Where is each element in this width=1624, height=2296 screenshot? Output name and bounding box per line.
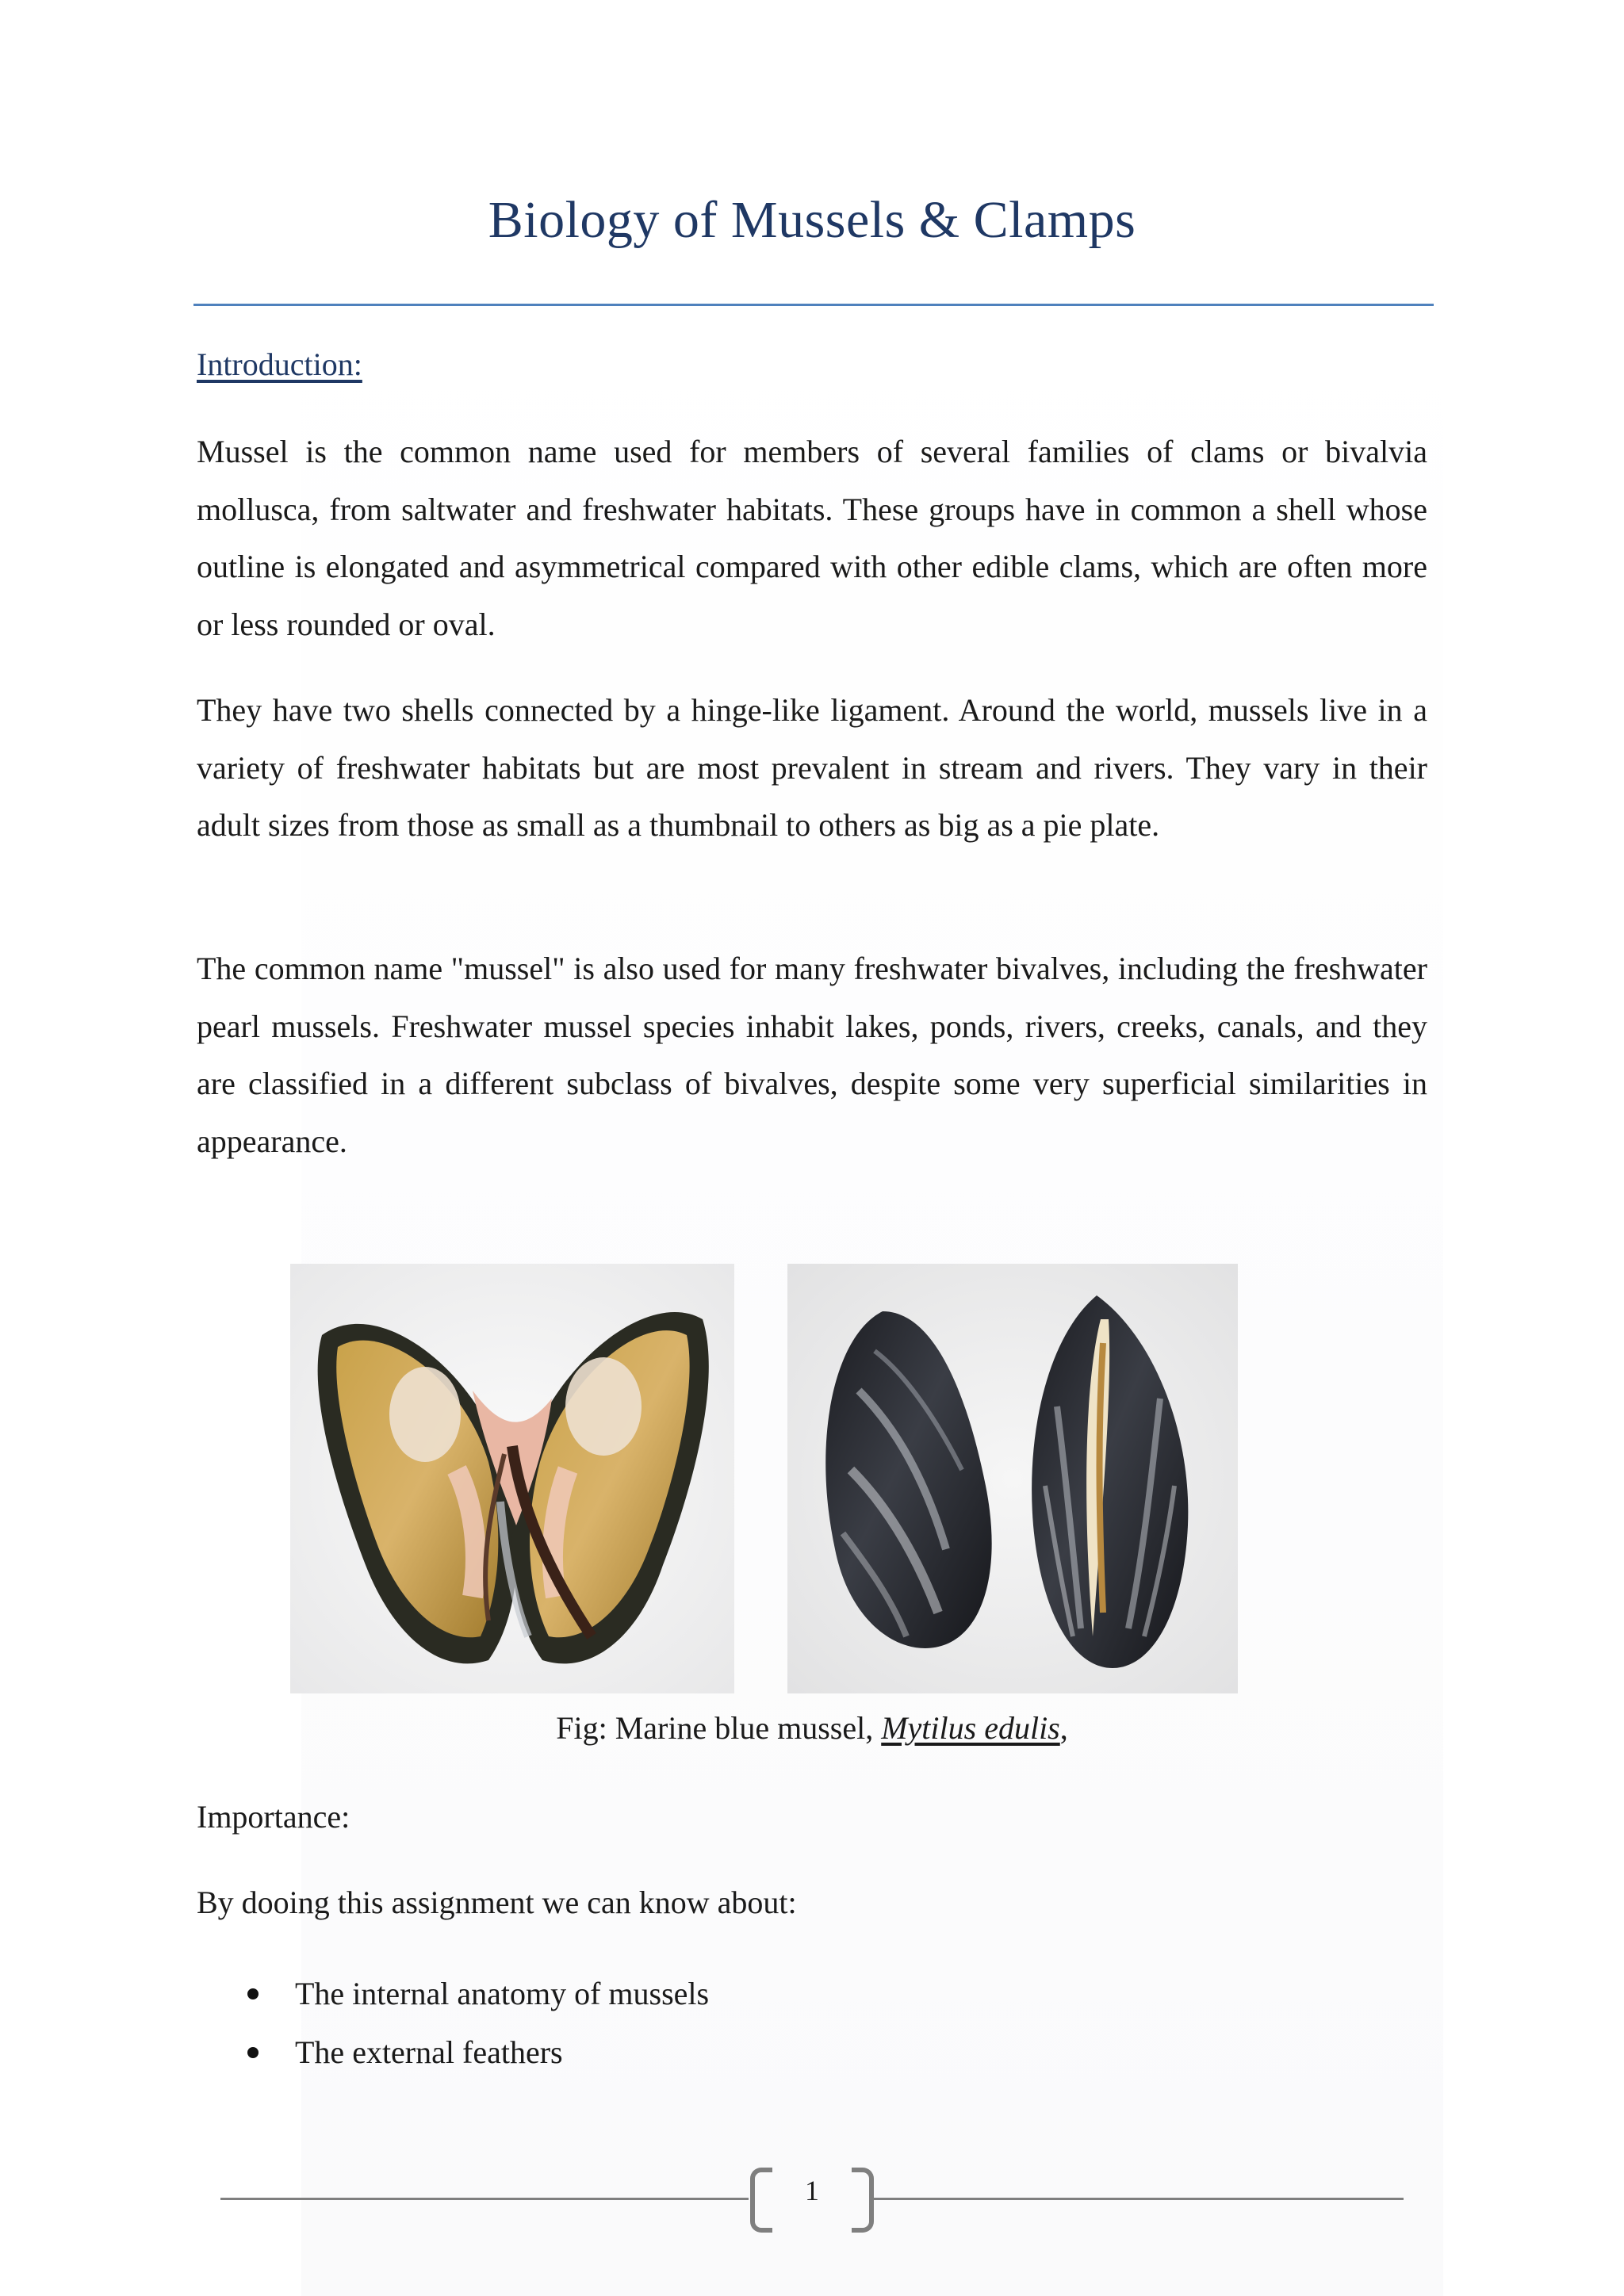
importance-intro: By dooing this assignment we can know about:	[197, 1885, 797, 1920]
bullet-icon	[247, 1988, 259, 1999]
document-title: Biology of Mussels & Clamps	[488, 191, 1136, 249]
figure-caption	[0, 1709, 1624, 1747]
page-number: 1	[805, 2175, 819, 2206]
intro-paragraph-1: Mussel is the common name used for members of several families of clams or bivalvia mollusca, from saltwater and freshwater habitats. These groups have in common a shell whose outline is elongated and asymmetrical compared with other edible clams, which are often more or less rounded or oval.	[197, 434, 1427, 642]
caption-species-link[interactable]: Mytilus edulis	[881, 1710, 1060, 1746]
title-divider	[193, 304, 1434, 306]
footer-rule-right	[874, 2198, 1404, 2200]
importance-list	[247, 1965, 709, 2082]
intro-paragraph-3: The common name "mussel" is also used for many freshwater bivalves, including the freshwater pearl mussels. Freshwater mussel species inhabit lakes, ponds, rivers, creeks, canals, and they are classified in a different subclass of bivalves, despite some very superficial similarities in appearance.	[197, 951, 1427, 1159]
open-mussel-illustration	[290, 1264, 734, 1693]
closed-mussels-photo	[787, 1264, 1238, 1693]
introduction-heading: Introduction:	[197, 346, 362, 382]
bullet-icon	[247, 2047, 259, 2058]
caption-suffix: ,	[1059, 1710, 1068, 1746]
caption-text: Fig: Marine blue mussel,	[556, 1710, 882, 1746]
list-item-text: The internal anatomy of mussels	[295, 1976, 710, 2011]
open-mussel-photo	[290, 1264, 734, 1693]
importance-heading: Importance:	[197, 1799, 350, 1835]
footer-bracket-right	[852, 2168, 874, 2233]
list-item	[247, 1965, 709, 2023]
list-item	[247, 2023, 709, 2082]
closed-mussels-illustration	[787, 1264, 1238, 1693]
list-item-text: The external feathers	[295, 2034, 563, 2070]
intro-paragraph-2: They have two shells connected by a hinge-like ligament. Around the world, mussels live in a variety of freshwater habitats but are most prevalent in stream and rivers. They vary in their adult sizes from those as small as a thumbnail to others as big as a pie plate.	[197, 692, 1427, 843]
